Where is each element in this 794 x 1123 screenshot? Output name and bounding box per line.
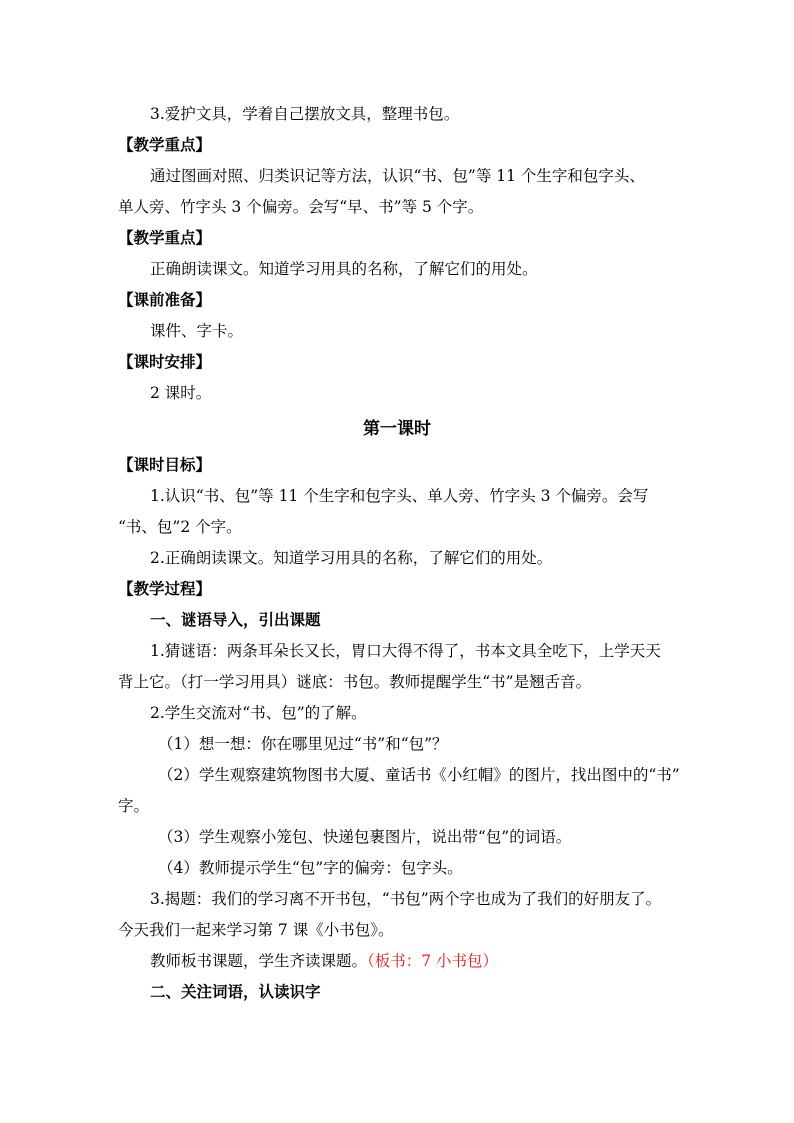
- schedule-heading: 【课时安排】: [118, 353, 212, 371]
- step-2: 2.学生交流对“书、包”的了解。: [150, 704, 367, 722]
- lesson-title: 第一课时: [363, 419, 431, 439]
- sub-step-4: （4）教师提示学生“包”字的偏旁：包字头。: [158, 859, 463, 877]
- sub-step-3: （3）学生观察小笼包、快递包裹图片，说出带“包”的词语。: [158, 828, 572, 846]
- board-line: [150, 951, 498, 971]
- board-note: （板书：7 小书包）: [367, 952, 499, 970]
- difficult-points-heading: 【教学重点】: [118, 229, 212, 247]
- sub-step-1: （1）想一想：你在哪里见过“书”和“包”？: [158, 735, 448, 753]
- sub-step-2-line-1: （2）学生观察建筑物图书大厦、童话书《小红帽》的图片，找出图中的“书”: [158, 766, 680, 784]
- section-2-title: 二、关注词语，认读识字: [150, 983, 321, 1001]
- step-1-line-2: 背上它。（打一学习用具）谜底：书包。教师提醒学生“书”是翘舌音。: [118, 673, 592, 691]
- sub-step-2-line-2: 字。: [118, 797, 150, 815]
- board-text: 教师板书课题，学生齐读课题。: [150, 952, 368, 970]
- goal-3: 3.爱护文具，学着自己摆放文具，整理书包。: [150, 105, 460, 123]
- objective-1-line-1: 1.认识“书、包”等 11 个生字和包字头、单人旁、竹字头 3 个偏旁。会写: [150, 487, 649, 505]
- preparation-heading: 【课前准备】: [118, 291, 212, 309]
- step-1-line-1: 1.猜谜语：两条耳朵长又长，胃口大得不得了，书本文具全吃下，上学天天: [150, 642, 661, 660]
- process-heading: 【教学过程】: [118, 580, 212, 598]
- difficult-points-line-1: 正确朗读课文。知道学习用具的名称，了解它们的用处。: [150, 260, 538, 278]
- key-points-line-1: 通过图画对照、归类识记等方法，认识“书、包”等 11 个生字和包字头、: [150, 167, 645, 185]
- step-3-line-2: 今天我们一起来学习第 7 课《小书包》。: [118, 921, 394, 939]
- objective-2: 2.正确朗读课文。知道学习用具的名称，了解它们的用处。: [150, 549, 553, 567]
- objectives-heading: 【课时目标】: [118, 456, 212, 474]
- key-points-heading: 【教学重点】: [118, 136, 212, 154]
- preparation-line-1: 课件、字卡。: [150, 322, 244, 340]
- key-points-line-2: 单人旁、竹字头 3 个偏旁。会写“早、书”等 5 个字。: [118, 198, 484, 216]
- step-3-line-1: 3.揭题：我们的学习离不开书包，“书包”两个字也成为了我们的好朋友了。: [150, 890, 662, 908]
- objective-1-line-2: “书、包”2 个字。: [118, 518, 242, 536]
- schedule-line-1: 2 课时。: [150, 384, 212, 402]
- section-1-title: 一、谜语导入，引出课题: [150, 611, 321, 629]
